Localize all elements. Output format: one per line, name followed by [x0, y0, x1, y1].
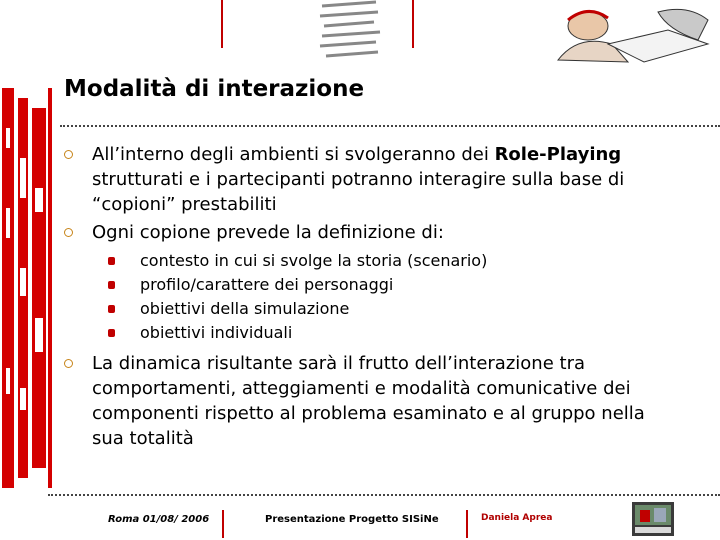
bullet-text: Ogni copione prevede la definizione di:: [92, 222, 444, 243]
bullet-item: [92, 351, 682, 451]
bullet-bold-text: Role-Playing: [494, 144, 622, 165]
title-divider: [60, 125, 720, 127]
person-writing-icon: [548, 0, 720, 66]
footer-separator: [222, 510, 224, 538]
circle-bullet-icon: [64, 228, 73, 237]
square-bullet-icon: [108, 329, 115, 337]
bullet-text: La dinamica risultante sarà il frutto dell’interazione tra comportamenti, atteggiamenti e modalità comunicative dei componenti rispetto al problema esaminato e al gruppo nella sua totalità: [92, 353, 645, 449]
footer-divider: [48, 494, 720, 496]
bullet-text: All’interno degli ambienti si svolgeranno dei: [92, 144, 495, 165]
slide-title: Modalità di interazione: [64, 76, 365, 102]
top-divider-line: [221, 0, 223, 48]
left-decorative-strip: [0, 88, 58, 488]
sub-bullet-item: [140, 321, 292, 345]
bullet-item: [92, 220, 682, 245]
sub-bullet-text: profilo/carattere dei personaggi: [140, 275, 394, 294]
footer-date: Roma 01/08/ 2006: [108, 514, 210, 525]
sisine-logo-icon: [632, 502, 674, 536]
footer-presentation: Presentazione Progetto SISiNe: [265, 514, 439, 525]
footer-separator: [466, 510, 468, 538]
sub-bullet-text: obiettivi della simulazione: [140, 299, 350, 318]
footer-author: Daniela Aprea: [481, 513, 553, 523]
sub-bullet-item: [140, 249, 487, 273]
circle-bullet-icon: [64, 150, 73, 159]
bullet-text: strutturati e i partecipanti potranno interagire sulla base di “copioni” prestabiliti: [92, 169, 625, 215]
sub-bullet-item: [140, 273, 393, 297]
sub-bullet-text: obiettivi individuali: [140, 323, 293, 342]
top-divider-line: [412, 0, 414, 48]
sub-bullet-text: contesto in cui si svolge la storia (scenario): [140, 251, 488, 270]
square-bullet-icon: [108, 281, 115, 289]
bullet-item: [92, 142, 682, 217]
circle-bullet-icon: [64, 359, 73, 368]
square-bullet-icon: [108, 305, 115, 313]
paper-lines-icon: [316, 0, 388, 64]
square-bullet-icon: [108, 257, 115, 265]
sub-bullet-item: [140, 297, 349, 321]
